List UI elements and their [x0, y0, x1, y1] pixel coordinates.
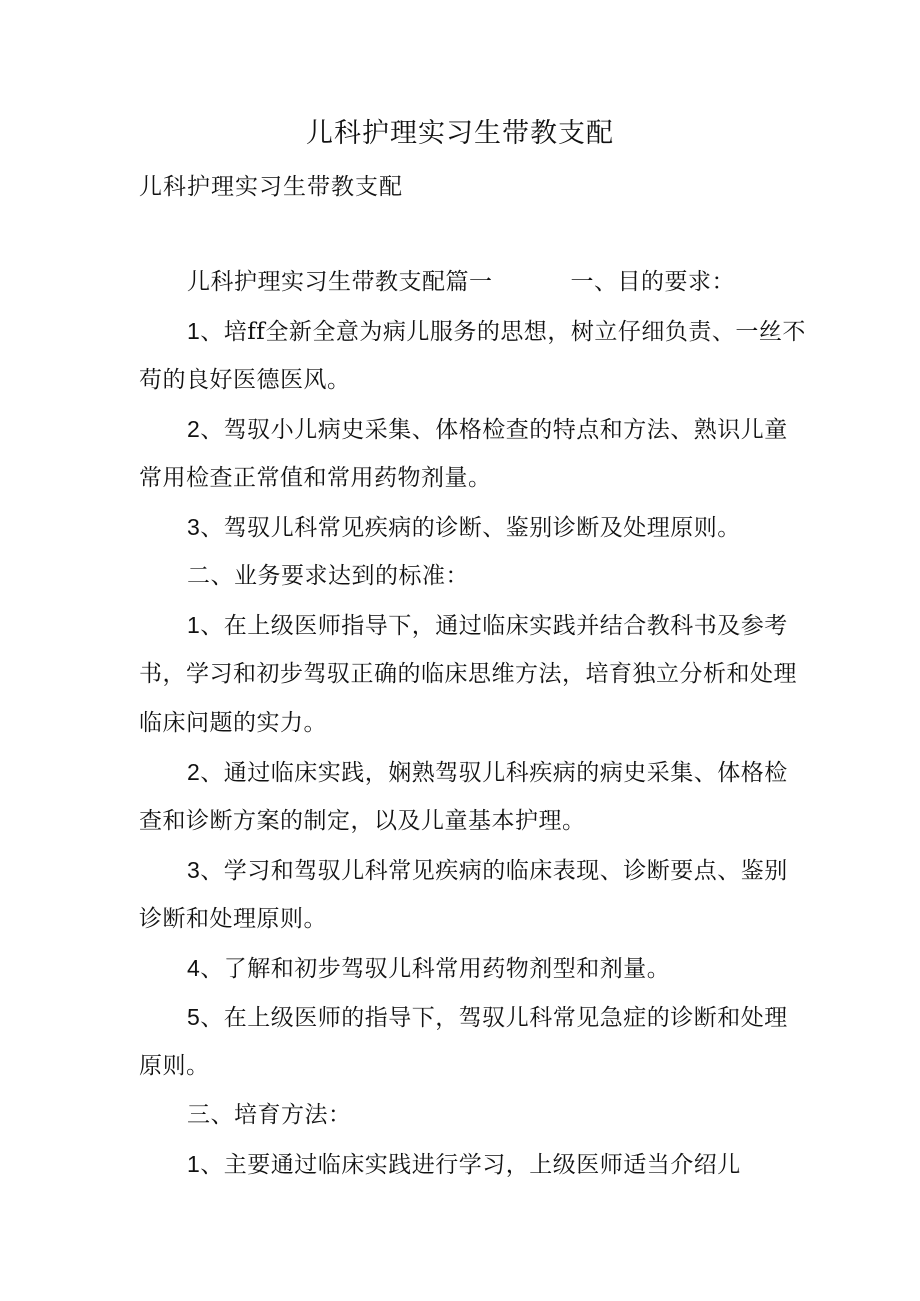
paragraph-line — [187, 605, 788, 646]
paragraph-line — [139, 703, 327, 743]
paragraph-line — [187, 850, 788, 891]
paragraph-line — [187, 507, 741, 548]
line-text: 、主要通过临床实践进行学习，上级医师适当介绍儿 — [200, 1152, 741, 1178]
paragraph-line — [187, 409, 788, 450]
paragraph-line — [139, 801, 586, 841]
line-text: 、在上级医师指导下，通过临床实践并结合教科书及参考 — [200, 613, 788, 639]
line-text: 常用检查正常值和常用药物剂量。 — [139, 465, 492, 491]
line-text: 、通过临床实践，娴熟驾驭儿科疾病的病史采集、体格检 — [200, 760, 788, 786]
section-heading-text: 儿科护理实习生带教支配篇一 — [187, 269, 493, 295]
item-number: 5 — [187, 1004, 201, 1030]
paragraph-line — [139, 1046, 210, 1086]
paragraph-line — [139, 360, 351, 400]
item-number: 1 — [187, 318, 201, 344]
section-heading-text: 二、业务要求达到的标准： — [187, 563, 469, 589]
line-text: 原则。 — [139, 1053, 210, 1079]
paragraph-line — [187, 1144, 741, 1185]
line-text: 、驾驭儿科常见疾病的诊断、鉴别诊断及处理原则。 — [200, 515, 741, 541]
paragraph-line — [187, 311, 806, 352]
document-title: 儿科护理实习生带教支配 — [306, 118, 614, 149]
paragraph-line — [187, 997, 788, 1038]
item-number: 2 — [187, 759, 201, 785]
line-text: 临床问题的实力。 — [139, 710, 327, 736]
item-number: 3 — [187, 857, 201, 883]
item-number: 1 — [187, 1151, 201, 1177]
line-text: 苟的良好医德医风。 — [139, 367, 351, 393]
paragraph-line — [187, 556, 469, 596]
item-number: 1 — [187, 612, 201, 638]
paragraph-line — [139, 899, 327, 939]
line-text: 、学习和驾驭儿科常见疾病的临床表现、诊断要点、鉴别 — [200, 858, 788, 884]
paragraph-line — [187, 262, 735, 302]
line-text: 、驾驭小儿病史采集、体格检查的特点和方法、熟识儿童 — [200, 417, 788, 443]
line-text: 、在上级医师的指导下，驾驭儿科常见急症的诊断和处理 — [200, 1005, 788, 1031]
item-number: 4 — [187, 955, 201, 981]
paragraph-line — [139, 654, 797, 694]
section-heading-text: 一、目的要求： — [570, 269, 735, 295]
paragraph-line — [187, 752, 788, 793]
item-number: 2 — [187, 416, 201, 442]
line-text: 、培ff全新全意为病儿服务的思想，树立仔细负责、一丝不 — [200, 319, 806, 345]
section-heading-text: 三、培育方法： — [187, 1102, 352, 1128]
line-text: 书，学习和初步驾驭正确的临床思维方法，培育独立分析和处理 — [139, 661, 797, 687]
document-subtitle: 儿科护理实习生带教支配 — [139, 174, 403, 200]
line-text: 查和诊断方案的制定，以及儿童基本护理。 — [139, 808, 586, 834]
paragraph-line — [139, 458, 492, 498]
paragraph-line — [187, 948, 670, 989]
line-text: 诊断和处理原则。 — [139, 906, 327, 932]
item-number: 3 — [187, 514, 201, 540]
line-text: 、了解和初步驾驭儿科常用药物剂型和剂量。 — [200, 956, 671, 982]
paragraph-line — [187, 1095, 352, 1135]
